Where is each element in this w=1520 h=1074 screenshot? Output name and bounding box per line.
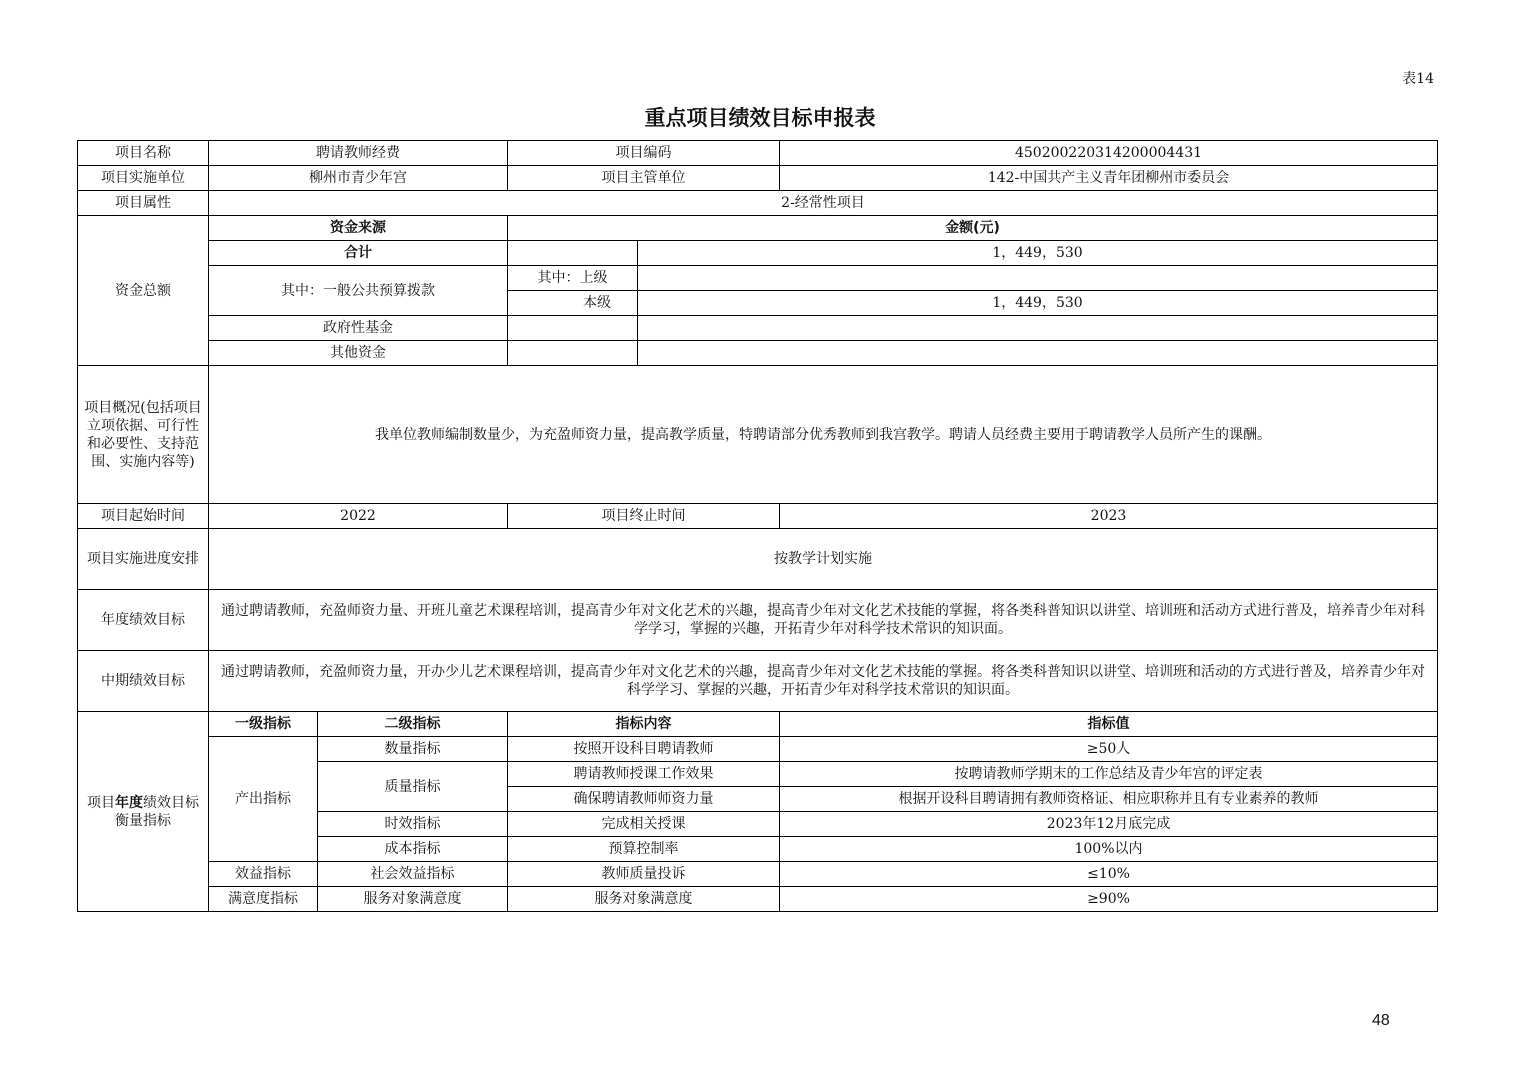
quantity-value: ≥50人 [780,737,1438,762]
fund-upper-value [638,266,1438,291]
output-indicator-label: 产出指标 [209,737,318,862]
project-name-label: 项目名称 [78,141,209,166]
row-indicator-header [78,712,1438,737]
fund-other-blank [508,341,638,366]
timeliness-content: 完成相关授课 [508,812,780,837]
indicator-label-bold: 年度 [115,794,143,811]
row-satisfaction [78,887,1438,912]
fund-gov-value [638,316,1438,341]
indicator-label-post: 绩效目标衡量指标 [115,794,199,829]
col-content-header: 指标内容 [508,712,780,737]
end-time-value: 2023 [780,504,1438,529]
authority-value: 142-中国共产主义青年团柳州市委员会 [780,166,1438,191]
indicator-label-pre: 项目 [87,794,115,811]
row-period [78,504,1438,529]
fund-total-blank [508,241,638,266]
page-title: 重点项目绩效目标申报表 [644,106,876,130]
project-code-value: 450200220314200004431 [780,141,1438,166]
quality-label: 质量指标 [318,762,508,812]
midterm-goal-text: 通过聘请教师，充盈师资力量，开办少儿艺术课程培训，提高青少年对文化艺术的兴趣，提高青少年对文化艺术技能的掌握。将各类科普知识以讲堂、培训班和活动的方式进行普及，培养青少年对科学学习、掌握的兴趣，开拓青少年对科学技术常识的知识面。 [209,651,1438,712]
row-fund-other [78,341,1438,366]
col-level1-header: 一级指标 [209,712,318,737]
cost-label: 成本指标 [318,837,508,862]
row-social-benefit [78,862,1438,887]
performance-form-table [77,140,1438,912]
row-midterm-goal [78,651,1438,712]
benefit-indicator-label: 效益指标 [209,862,318,887]
social-benefit-label: 社会效益指标 [318,862,508,887]
fund-total-value: 1，449，530 [638,241,1438,266]
row-implementing-unit [78,166,1438,191]
satisfaction-indicator-label: 满意度指标 [209,887,318,912]
fund-total-row-label: 合计 [209,241,508,266]
implementing-unit-label: 项目实施单位 [78,166,209,191]
start-time-label: 项目起始时间 [78,504,209,529]
schedule-text: 按教学计划实施 [209,529,1438,590]
overview-text: 我单位教师编制数量少，为充盈师资力量，提高教学质量，特聘请部分优秀教师到我宫教学。聘请人员经费主要用于聘请教学人员所产生的课酬。 [209,366,1438,504]
implementing-unit-value: 柳州市青少年宫 [209,166,508,191]
fund-local-label: 本级 [508,291,638,316]
row-annual-goal [78,590,1438,651]
fund-other-value [638,341,1438,366]
table-number: 表14 [1402,71,1434,87]
project-attribute-label: 项目属性 [78,191,209,216]
service-satisfaction-content: 服务对象满意度 [508,887,780,912]
overview-label: 项目概况(包括项目立项依据、可行性和必要性、支持范围、实施内容等) [78,366,209,504]
fund-local-value: 1，449，530 [638,291,1438,316]
row-overview [78,366,1438,504]
fund-total-label: 资金总额 [78,216,209,366]
project-name-value: 聘请教师经费 [209,141,508,166]
service-satisfaction-label: 服务对象满意度 [318,887,508,912]
quality1-content: 聘请教师授课工作效果 [508,762,780,787]
quality2-content: 确保聘请教师师资力量 [508,787,780,812]
row-project-name [78,141,1438,166]
fund-gov-label: 政府性基金 [209,316,508,341]
social-benefit-content: 教师质量投诉 [508,862,780,887]
end-time-label: 项目终止时间 [508,504,780,529]
row-fund-total [78,241,1438,266]
page-number: 48 [1372,1012,1390,1029]
service-satisfaction-value: ≥90% [780,887,1438,912]
row-project-attribute [78,191,1438,216]
col-level2-header: 二级指标 [318,712,508,737]
start-time-value: 2022 [209,504,508,529]
indicator-section-label [78,712,209,912]
quantity-content: 按照开设科目聘请教师 [508,737,780,762]
timeliness-value: 2023年12月底完成 [780,812,1438,837]
cost-content: 预算控制率 [508,837,780,862]
timeliness-label: 时效指标 [318,812,508,837]
col-value-header: 指标值 [780,712,1438,737]
row-schedule [78,529,1438,590]
fund-amount-header: 金额(元) [508,216,1438,241]
fund-other-label: 其他资金 [209,341,508,366]
annual-goal-label: 年度绩效目标 [78,590,209,651]
quantity-label: 数量指标 [318,737,508,762]
annual-goal-text: 通过聘请教师，充盈师资力量、开班儿童艺术课程培训，提高青少年对文化艺术的兴趣，提高青少年对文化艺术技能的掌握，将各类科普知识以讲堂、培训班和活动方式进行普及，培养青少年对科学学习，掌握的兴趣，开拓青少年对科学技术常识的知识面。 [209,590,1438,651]
fund-general-budget-label: 其中：一般公共预算拨款 [209,266,508,316]
midterm-goal-label: 中期绩效目标 [78,651,209,712]
fund-source-header: 资金来源 [209,216,508,241]
social-benefit-value: ≤10% [780,862,1438,887]
row-fund-upper [78,266,1438,291]
row-fund-gov [78,316,1438,341]
schedule-label: 项目实施进度安排 [78,529,209,590]
project-attribute-value: 2-经常性项目 [209,191,1438,216]
fund-gov-blank [508,316,638,341]
row-fund-header [78,216,1438,241]
quality2-value: 根据开设科目聘请拥有教师资格证、相应职称并且有专业素养的教师 [780,787,1438,812]
quality1-value: 按聘请教师学期末的工作总结及青少年宫的评定表 [780,762,1438,787]
project-code-label: 项目编码 [508,141,780,166]
row-quantity [78,737,1438,762]
cost-value: 100%以内 [780,837,1438,862]
authority-label: 项目主管单位 [508,166,780,191]
fund-upper-label: 其中：上级 [508,266,638,291]
